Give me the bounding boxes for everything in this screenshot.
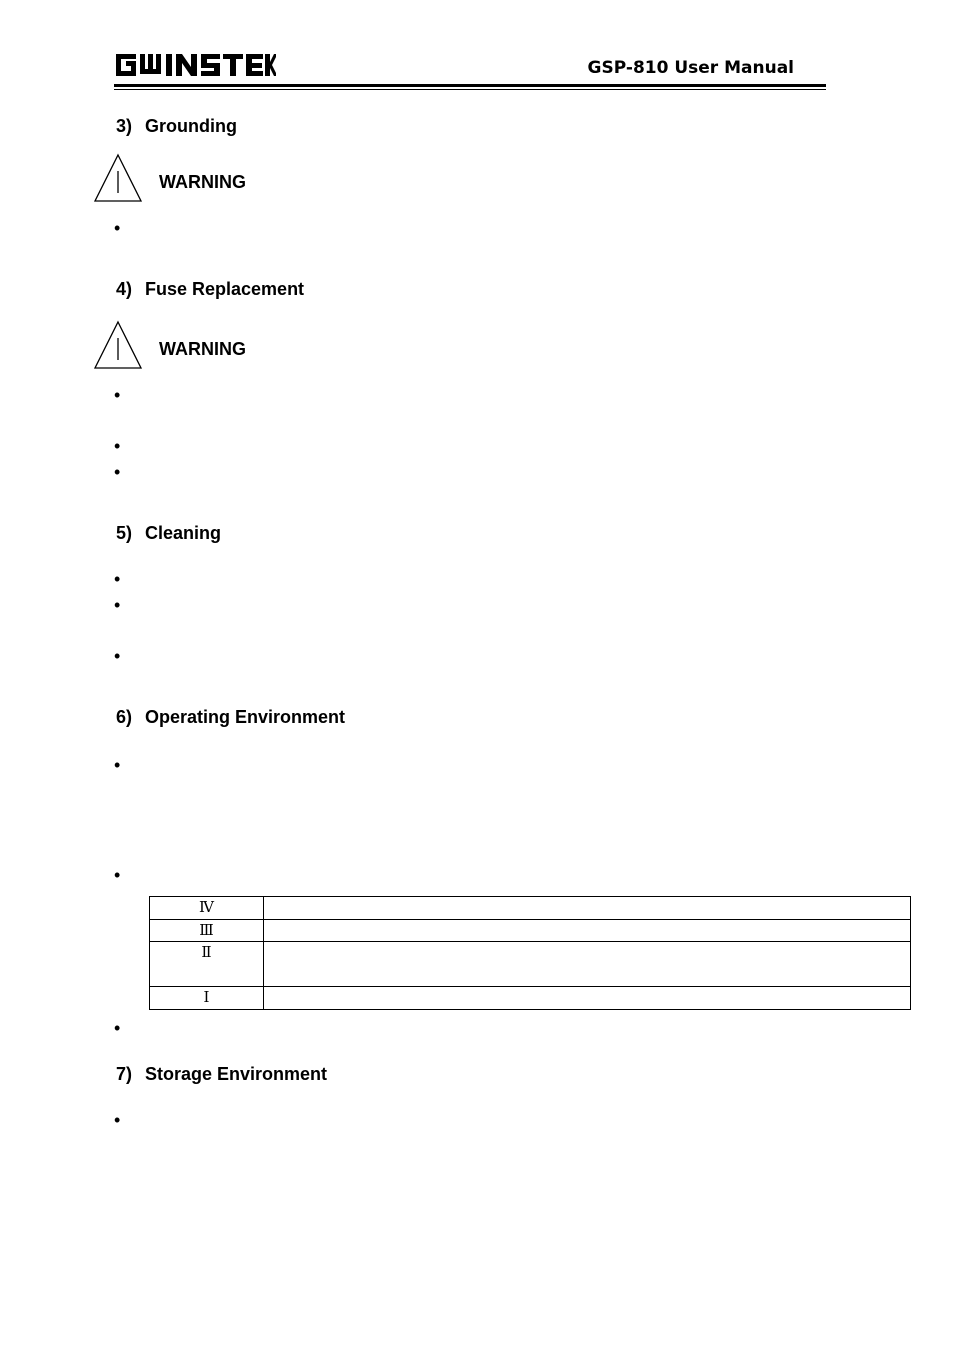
list-bullet: • <box>114 865 121 885</box>
section-title: Operating Environment <box>145 707 346 727</box>
section-number: 6) <box>116 707 133 727</box>
section-heading-cleaning <box>116 523 221 544</box>
list-bullet: • <box>114 646 121 666</box>
list-bullet: • <box>114 569 121 589</box>
table-row <box>150 987 911 1010</box>
category-cell: Ⅲ <box>150 920 264 942</box>
warning-triangle-icon <box>93 320 143 370</box>
section-number: 4) <box>116 279 133 299</box>
section-number: 3) <box>116 116 133 136</box>
category-cell: Ⅱ <box>150 942 264 987</box>
list-bullet: • <box>114 436 121 456</box>
description-cell <box>264 897 911 920</box>
list-bullet: • <box>114 218 121 238</box>
list-bullet: • <box>114 1110 121 1130</box>
description-cell <box>264 987 911 1010</box>
list-bullet: • <box>114 385 121 405</box>
table-row <box>150 897 911 920</box>
category-cell: Ⅰ <box>150 987 264 1010</box>
list-bullet: • <box>114 595 121 615</box>
section-title: Cleaning <box>145 523 222 543</box>
section-title: Fuse Replacement <box>145 279 305 299</box>
warning-label: WARNING <box>159 339 246 359</box>
header-divider-thin <box>114 89 826 90</box>
table-row <box>150 920 911 942</box>
header-divider <box>114 84 826 87</box>
section-number: 5) <box>116 523 133 543</box>
description-cell <box>264 942 911 987</box>
brand-logo <box>114 50 276 80</box>
list-bullet: • <box>114 1018 121 1038</box>
list-bullet: • <box>114 462 121 482</box>
list-bullet: • <box>114 755 121 775</box>
section-heading-operating-environment <box>116 707 345 728</box>
section-heading-grounding <box>116 116 237 137</box>
overvoltage-category-table <box>149 896 911 1010</box>
warning-label: WARNING <box>159 172 246 192</box>
section-heading-fuse-replacement <box>116 279 304 300</box>
section-title: Grounding <box>145 116 237 136</box>
category-cell: Ⅳ <box>150 897 264 920</box>
section-title: Storage Environment <box>145 1064 328 1084</box>
manual-title: GSP-810 User Manual <box>587 58 794 78</box>
description-cell <box>264 920 911 942</box>
section-number: 7) <box>116 1064 133 1084</box>
section-heading-storage-environment <box>116 1064 327 1085</box>
table-row <box>150 942 911 987</box>
warning-triangle-icon <box>93 153 143 203</box>
